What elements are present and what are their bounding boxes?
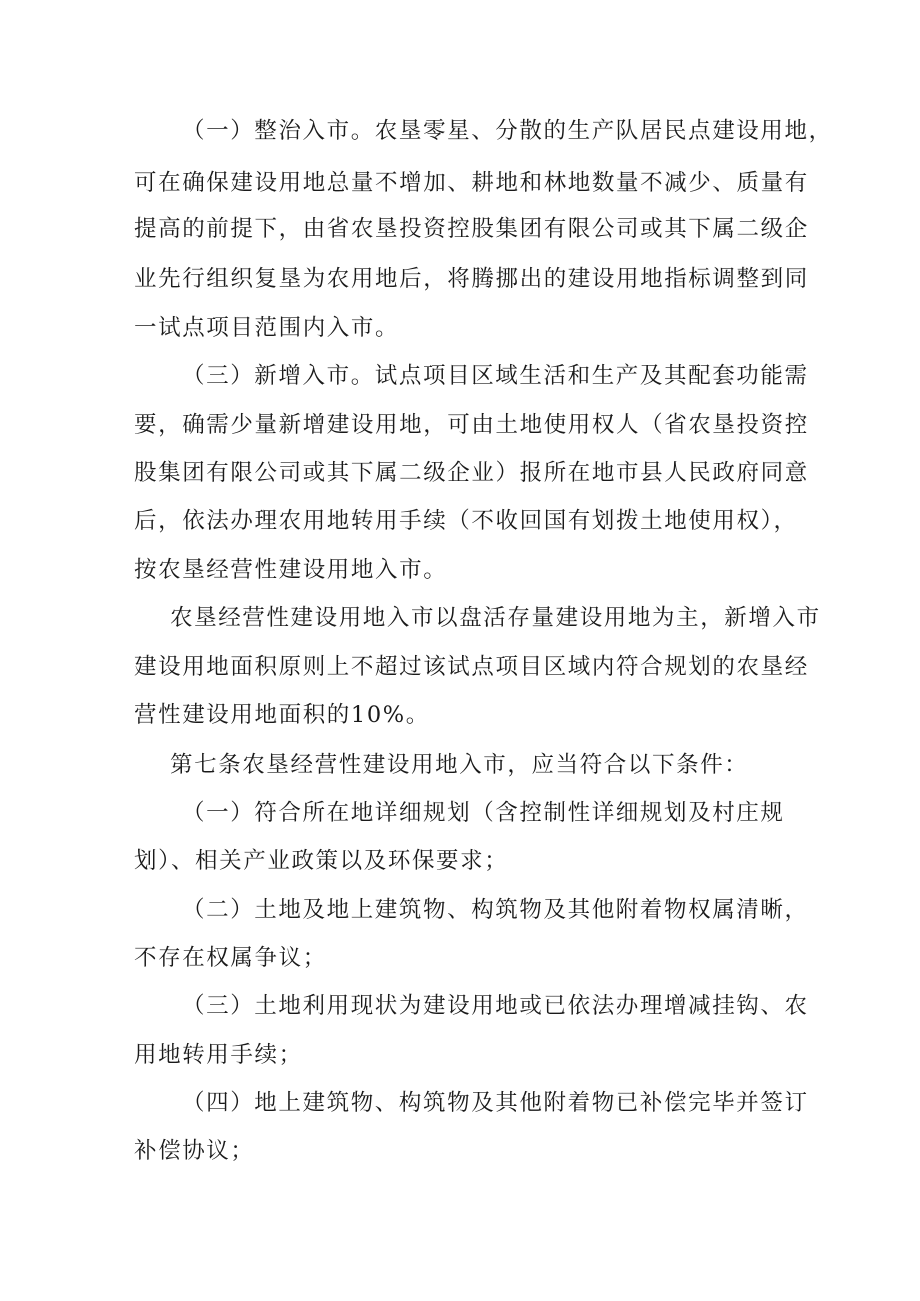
p3-line-2: 建设用地面积原则上不超过该试点项目区域内符合规划的农垦经 — [134, 654, 809, 680]
p3-line-1: 农垦经营性建设用地入市以盘活存量建设用地为主，新增入市 — [170, 605, 821, 631]
p2-line-2: 要，确需少量新增建设用地，可由土地使用权人（省农垦投资控 — [134, 412, 809, 438]
p2-line-4: 后，依法办理农用地转用手续（不收回国有划拨土地使用权）， — [134, 508, 798, 534]
p6-line-1: （二）土地及地上建筑物、构筑物及其他附着物权属清晰， — [182, 897, 809, 923]
p2-line-1: （三）新增入市。试点项目区域生活和生产及其配套功能需 — [182, 363, 809, 389]
p8-line-1: （四）地上建筑物、构筑物及其他附着物已补偿完毕并签订 — [182, 1090, 809, 1116]
p1-line-3: 提高的前提下，由省农垦投资控股集团有限公司或其下属二级企 — [134, 216, 809, 242]
p3-line-3: 营性建设用地面积的10%。 — [134, 702, 430, 728]
p7-line-2: 用地转用手续； — [134, 1042, 303, 1068]
p5-line-2: 划）、相关产业政策以及环保要求； — [134, 848, 509, 874]
p1-line-2: 可在确保建设用地总量不增加、耕地和林地数量不减少、质量有 — [134, 170, 809, 196]
p2-line-5: 按农垦经营性建设用地入市。 — [134, 557, 448, 583]
p6-line-2: 不存在权属争议； — [134, 945, 327, 971]
p7-line-1: （三）土地利用现状为建设用地或已依法办理增减挂钩、农 — [182, 993, 809, 1019]
p5-line-1: （一）符合所在地详细规划（含控制性详细规划及村庄规 — [182, 800, 785, 826]
p1-line-4: 业先行组织复垦为农用地后，将腾挪出的建设用地指标调整到同 — [134, 266, 809, 292]
p2-line-3: 股集团有限公司或其下属二级企业）报所在地市县人民政府同意 — [134, 460, 809, 486]
p1-line-5: 一试点项目范围内入市。 — [134, 315, 400, 341]
p8-line-2: 补偿协议； — [134, 1138, 255, 1164]
p4-line-1: 第七条农垦经营性建设用地入市，应当符合以下条件： — [170, 752, 749, 778]
p1-line-1: （一）整治入市。农垦零星、分散的生产队居民点建设用地， — [182, 118, 833, 144]
